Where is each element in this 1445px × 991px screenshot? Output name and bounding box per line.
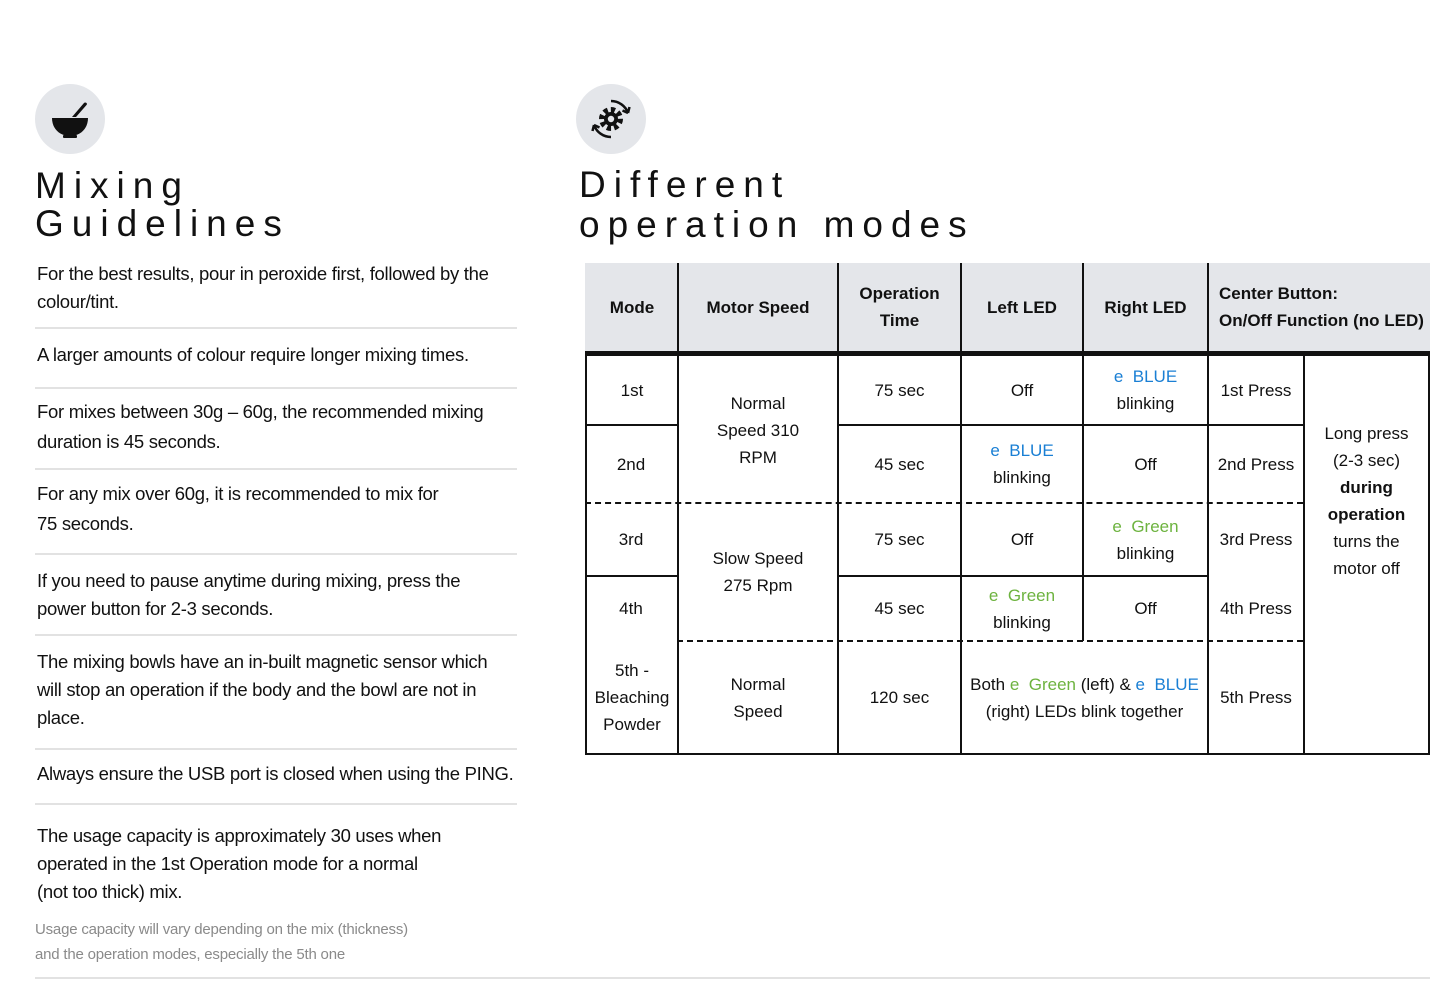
operation-time-cell: 45 sec	[874, 454, 925, 474]
long-press-cell: Long press (2-3 sec) during operation turns the motor off	[1324, 424, 1409, 578]
guideline-item	[35, 389, 517, 470]
operation-time-cell: 120 sec	[869, 688, 930, 707]
left-led-cell: e Green blinking	[988, 585, 1056, 632]
header-operation-time: Operation Time	[859, 284, 940, 330]
operation-time-cell: 75 sec	[874, 380, 925, 400]
guideline-item	[35, 258, 517, 329]
title-line: Mixing	[35, 165, 190, 206]
note-text: and the operation modes, especially the 5th one	[35, 946, 345, 963]
header-left-led: Left LED	[987, 297, 1057, 317]
press-cell: 5th Press	[1220, 688, 1292, 707]
guideline-text: For mixes between 30g – 60g, the recommended mixing	[37, 401, 484, 422]
guideline-text: duration is 45 seconds.	[37, 431, 221, 452]
mixing-icon-badge	[35, 84, 105, 154]
guideline-item	[35, 750, 517, 805]
mortar-pestle-icon	[47, 96, 93, 142]
both-leds-cell: Both e Green (left) & e BLUE (right) LEDs blink together	[970, 674, 1199, 721]
guideline-list	[35, 258, 517, 922]
mode-cell: 5th - Bleaching Powder	[594, 661, 670, 734]
mode-cell: 3rd	[618, 530, 644, 549]
guideline-item	[35, 636, 517, 750]
mode-cell: 2nd	[616, 454, 646, 474]
guideline-text: Always ensure the USB port is closed when using the PING.	[37, 763, 514, 784]
guideline-item	[35, 555, 517, 636]
guideline-text: operated in the 1st Operation mode for a normal	[37, 853, 418, 874]
mode-cell: 1st	[620, 380, 644, 400]
guideline-text: The usage capacity is approximately 30 uses when	[37, 825, 442, 846]
mixing-guidelines-title	[35, 167, 290, 243]
operation-modes-title	[579, 165, 975, 245]
press-cell: 4th Press	[1220, 599, 1292, 618]
operation-time-cell: 45 sec	[874, 599, 925, 618]
press-cell: 2nd Press	[1217, 454, 1295, 474]
guideline-text: For any mix over 60g, it is recommended to mix for	[37, 483, 439, 504]
gear-refresh-icon	[589, 97, 633, 141]
header-center-button: Center Button: On/Off Function (no LED)	[1219, 284, 1424, 330]
grid-line	[1428, 354, 1430, 755]
usage-note	[35, 917, 505, 967]
right-led-cell: e Green blinking	[1112, 516, 1179, 563]
press-cell: 3rd Press	[1219, 530, 1293, 549]
operation-time-cell: 75 sec	[874, 530, 925, 549]
guideline-text: colour/tint.	[37, 291, 119, 312]
guideline-text: For the best results, pour in peroxide first, followed by the	[37, 263, 489, 284]
operation-modes-table	[585, 263, 1430, 755]
modes-icon-badge	[576, 84, 646, 154]
guideline-text: place.	[37, 707, 85, 728]
title-line: operation modes	[579, 204, 975, 245]
header-motor-speed: Motor Speed	[706, 297, 810, 317]
left-led-cell: e BLUE blinking	[990, 441, 1054, 487]
motor-speed-cell: Normal Speed 310 RPM	[716, 394, 800, 467]
guideline-text: If you need to pause anytime during mixing, press the	[37, 570, 461, 591]
guideline-text: A larger amounts of colour require longer mixing times.	[37, 344, 469, 365]
grid-line	[585, 753, 1430, 755]
guideline-text: power button for 2-3 seconds.	[37, 598, 274, 619]
header-right-led: Right LED	[1104, 297, 1187, 317]
motor-speed-cell: Normal Speed	[730, 674, 786, 721]
guideline-item	[35, 805, 517, 922]
note-text: Usage capacity will vary depending on the mix (thickness)	[35, 921, 408, 938]
guideline-text: 75 seconds.	[37, 513, 134, 534]
guideline-text: (not too thick) mix.	[37, 881, 183, 902]
left-led-cell: Off	[1010, 380, 1034, 400]
mode-cell: 4th	[619, 599, 643, 618]
right-led-cell: e BLUE blinking	[1113, 367, 1178, 413]
guideline-item	[35, 470, 517, 555]
motor-speed-cell: Slow Speed 275 Rpm	[712, 549, 804, 595]
guideline-item	[35, 329, 517, 389]
title-line: Different	[579, 164, 791, 205]
guideline-text: The mixing bowls have an in-built magnetic sensor which	[37, 651, 488, 672]
left-led-cell: Off	[1010, 530, 1034, 549]
press-cell: 1st Press	[1220, 380, 1292, 400]
guideline-text: will stop an operation if the body and the bowl are not in	[37, 679, 477, 700]
header-mode: Mode	[609, 297, 655, 317]
title-line: Guidelines	[35, 203, 290, 244]
divider	[35, 977, 1430, 979]
right-led-cell: Off	[1134, 599, 1157, 618]
right-led-cell: Off	[1134, 454, 1157, 474]
